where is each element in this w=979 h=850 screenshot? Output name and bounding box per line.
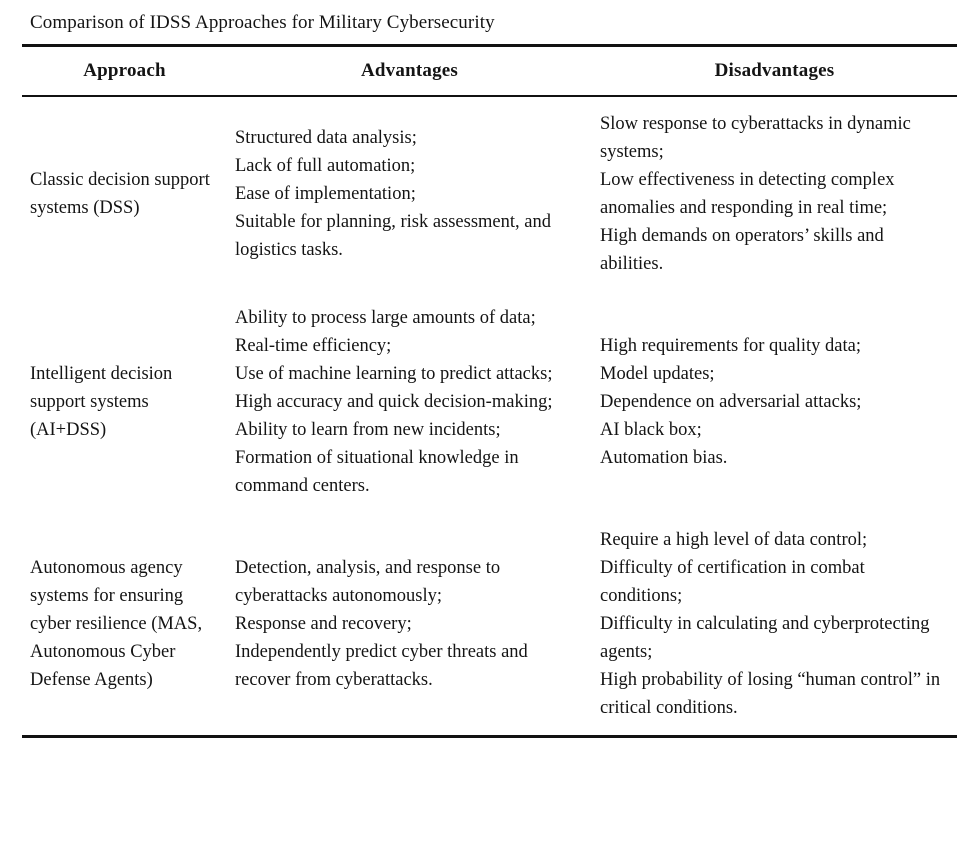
cell-item: Require a high level of data control;: [600, 530, 868, 550]
cell-item: Suitable for planning, risk assessment, and logistics tasks.: [235, 212, 551, 260]
cell-item: Ease of implementation;: [235, 184, 416, 204]
cell-item: Use of machine learning to predict attacks;: [235, 364, 553, 384]
cell-item: Ability to learn from new incidents;: [235, 420, 501, 440]
cell-approach: Intelligent decision support systems (AI+DSS): [30, 364, 173, 440]
comparison-table: [22, 44, 957, 738]
column-header-disadvantages: Disadvantages: [592, 46, 957, 97]
cell-item: Ability to process large amounts of data;: [235, 308, 536, 328]
column-header-approach: Approach: [22, 46, 227, 97]
table-row-autonomous-mas: [22, 513, 957, 737]
cell-item: Model updates;: [600, 364, 715, 384]
cell-item: Lack of full automation;: [235, 156, 416, 176]
cell-item: Formation of situational knowledge in command centers.: [235, 448, 519, 496]
cell-item: Low effectiveness in detecting complex anomalies and responding in real time;: [600, 170, 895, 218]
cell-advantages: [227, 291, 592, 513]
cell-item: AI black box;: [600, 420, 702, 440]
cell-item: Structured data analysis;: [235, 128, 417, 148]
cell-item: Response and recovery;: [235, 614, 412, 634]
table-caption: Comparison of IDSS Approaches for Military Cybersecurity: [30, 12, 495, 33]
cell-item: Difficulty in calculating and cyberprotecting agents;: [600, 614, 930, 662]
cell-item: Detection, analysis, and response to cyberattacks autonomously;: [235, 558, 501, 606]
cell-item: Slow response to cyberattacks in dynamic systems;: [600, 114, 911, 162]
cell-item: High probability of losing “human control” in critical conditions.: [600, 670, 941, 718]
cell-item: Independently predict cyber threats and recover from cyberattacks.: [235, 642, 528, 690]
column-header-advantages: Advantages: [227, 46, 592, 97]
cell-item: Dependence on adversarial attacks;: [600, 392, 862, 412]
cell-item: Real-time efficiency;: [235, 336, 392, 356]
cell-item: High demands on operators’ skills and abilities.: [600, 226, 884, 274]
cell-advantages: [227, 513, 592, 737]
cell-item: Difficulty of certification in combat conditions;: [600, 558, 865, 606]
cell-advantages: [227, 96, 592, 291]
cell-disadvantages: [592, 291, 957, 513]
table-row-classic-dss: [22, 96, 957, 291]
cell-disadvantages: [592, 513, 957, 737]
cell-disadvantages: [592, 96, 957, 291]
table-row-ai-dss: [22, 291, 957, 513]
cell-item: High accuracy and quick decision-making;: [235, 392, 553, 412]
cell-item: Automation bias.: [600, 448, 728, 468]
table-header-row: [22, 46, 957, 97]
cell-item: High requirements for quality data;: [600, 336, 861, 356]
cell-approach: Classic decision support systems (DSS): [30, 170, 210, 218]
cell-approach: Autonomous agency systems for ensuring cyber resilience (MAS, Autonomous Cyber Defense Agents): [30, 558, 203, 690]
